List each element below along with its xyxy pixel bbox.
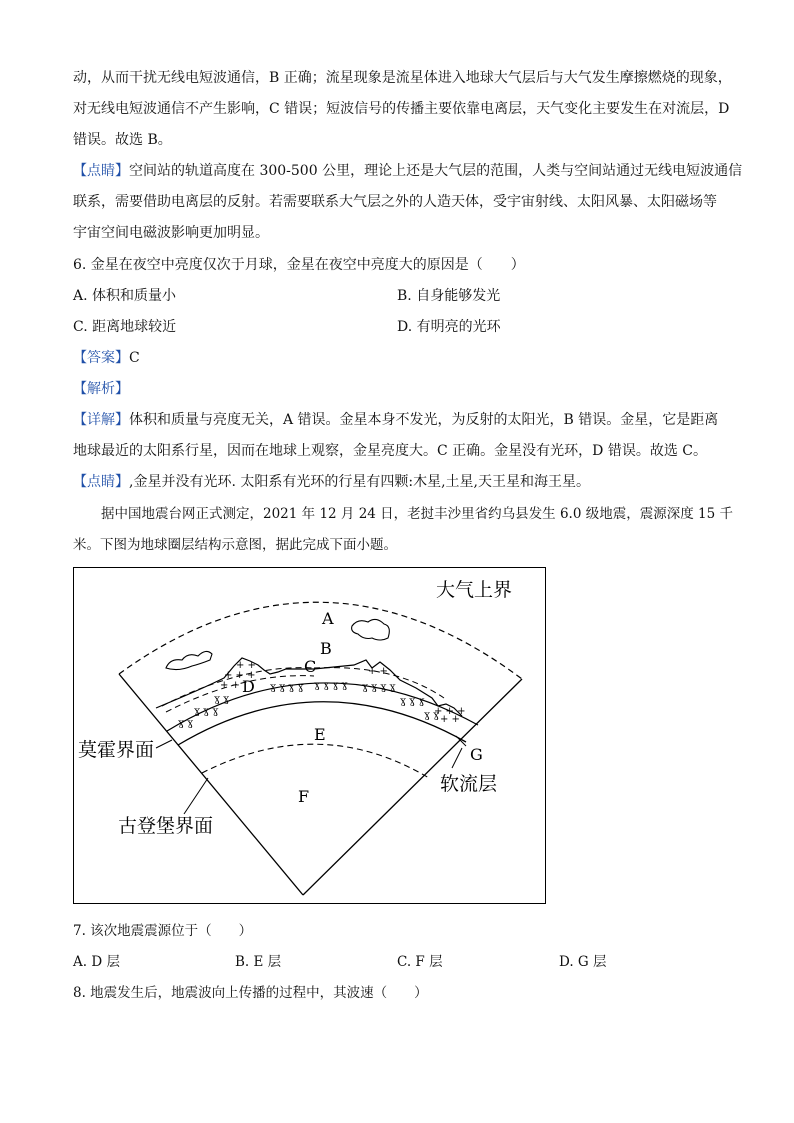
note-line-2: 联系，需要借助电离层的反射。若需要联系大气层之外的人造天体，受宇宙射线、太阳风暴、太阳磁场等 xyxy=(73,194,717,210)
q6-detail-line-2: 地球最近的太阳系行星，因而在地球上观察，金星亮度大。C 正确。金星没有光环，D 错误。故选 C。 xyxy=(73,443,707,459)
q6-option-a: A. 体积和质量小 xyxy=(73,288,177,304)
q7-option-c: C. F 层 xyxy=(397,954,443,970)
note-tag-2: 【点睛】 xyxy=(73,474,129,490)
gutenberg-leader xyxy=(184,778,208,814)
svg-text:ɣ ɣ ɣ: ɣ ɣ ɣ xyxy=(400,696,425,707)
q7-option-d: D. G 层 xyxy=(559,954,607,970)
svg-text:+ + +: + + + xyxy=(434,706,466,717)
explanation-line-2: 对无线电短波通信不产生影响，C 错误；短波信号的传播主要依靠电离层，天气变化主要发生在对流层，D xyxy=(73,101,730,117)
layer-label-g: G xyxy=(470,745,483,764)
note-text: 空间站的轨道高度在 300-500 公里，理论上还是大气层的范围，人类与空间站通过无线电短波通信 xyxy=(129,163,743,179)
svg-text:+ +: + + xyxy=(440,714,460,725)
answer-tag: 【答案】 xyxy=(73,350,129,366)
q7-option-b: B. E 层 xyxy=(235,954,282,970)
svg-text:ɣ ɣ: ɣ ɣ xyxy=(214,694,230,705)
layer-label-f: F xyxy=(298,787,310,806)
explanation-line-1: 动，从而干扰无线电短波通信，B 正确；流星现象是流星体进入地球大气层后与大气发生摩擦燃烧的现象， xyxy=(73,70,732,86)
gutenberg-boundary xyxy=(202,744,429,778)
detail-tag: 【详解】 xyxy=(73,412,129,428)
q6-note xyxy=(73,472,733,492)
q6-option-c: C. 距离地球较近 xyxy=(73,319,177,335)
q6-option-d: D. 有明亮的光环 xyxy=(397,319,501,335)
svg-text:ɣ ɣ ɣ ɣ: ɣ ɣ ɣ ɣ xyxy=(362,682,396,693)
atmosphere-top-label: 大气上界 xyxy=(436,579,513,601)
layer-label-d: D xyxy=(242,677,255,696)
cloud-left-icon xyxy=(166,651,212,669)
moho-leader xyxy=(156,740,172,748)
q6-detail-line-1 xyxy=(73,410,733,430)
layer-label-c: C xyxy=(304,657,317,676)
answer-value: C xyxy=(129,350,140,366)
question-7-stem: 7. 该次地震震源位于（ ） xyxy=(73,923,253,939)
q6-analysis-tag: 【解析】 xyxy=(73,381,129,397)
asthenosphere-leader xyxy=(452,748,462,768)
svg-text:+ +: + + xyxy=(236,660,256,671)
layer-label-a: A xyxy=(322,609,334,628)
q6-answer xyxy=(73,348,733,368)
intro-line-1: 据中国地震台网正式测定，2021 年 12 月 24 日，老挝丰沙里省约乌县发生 6.0 级地震，震源深度 15 千 xyxy=(101,506,733,522)
detail-text: 体积和质量与亮度无关，A 错误。金星本身不发光，为反射的太阳光，B 错误。金星，它是距离 xyxy=(129,412,719,428)
layer-label-e: E xyxy=(314,725,326,744)
earth-layers-figure xyxy=(73,567,546,904)
cloud-right-icon xyxy=(352,619,390,640)
svg-text:+ +: + + xyxy=(220,680,240,691)
svg-text:+ +: + + xyxy=(368,666,388,677)
q7-option-a: A. D 层 xyxy=(73,954,120,970)
gutenberg-label: 古登堡界面 xyxy=(118,815,214,837)
moho-label: 莫霍界面 xyxy=(78,739,155,761)
svg-text:ɣ ɣ: ɣ ɣ xyxy=(178,718,194,729)
note-line-1 xyxy=(73,161,743,181)
svg-text:ɣ ɣ ɣ ɣ: ɣ ɣ ɣ ɣ xyxy=(314,680,348,691)
basalt-symbols xyxy=(178,680,439,729)
explanation-line-3: 错误。故选 B。 xyxy=(73,132,172,148)
question-6-stem: 6. 金星在夜空中亮度仅次于月球，金星在夜空中亮度大的原因是（ ） xyxy=(73,257,525,273)
note-line-3: 宇宙空间电磁波影响更加明显。 xyxy=(73,225,269,241)
q6-option-b: B. 自身能够发光 xyxy=(397,288,501,304)
earth-layers-diagram xyxy=(74,568,547,905)
svg-text:+ + +: + + + xyxy=(224,670,256,681)
svg-text:ɣ ɣ ɣ: ɣ ɣ ɣ xyxy=(194,706,219,717)
question-8-stem: 8. 地震发生后，地震波向上传播的过程中，其波速（ ） xyxy=(73,985,428,1001)
intro-line-2: 米。下图为地球圈层结构示意图，据此完成下面小题。 xyxy=(73,537,397,553)
layer-label-b: B xyxy=(320,639,332,658)
asthenosphere-label: 软流层 xyxy=(440,773,498,795)
svg-text:ɣ ɣ: ɣ ɣ xyxy=(424,710,440,721)
note-tag: 【点睛】 xyxy=(73,163,129,179)
svg-text:ɣ ɣ ɣ ɣ: ɣ ɣ ɣ ɣ xyxy=(270,682,304,693)
note-text-2: ,金星并没有光环. 太阳系有光环的行星有四颗:木星,土星,天王星和海王星。 xyxy=(129,474,590,490)
